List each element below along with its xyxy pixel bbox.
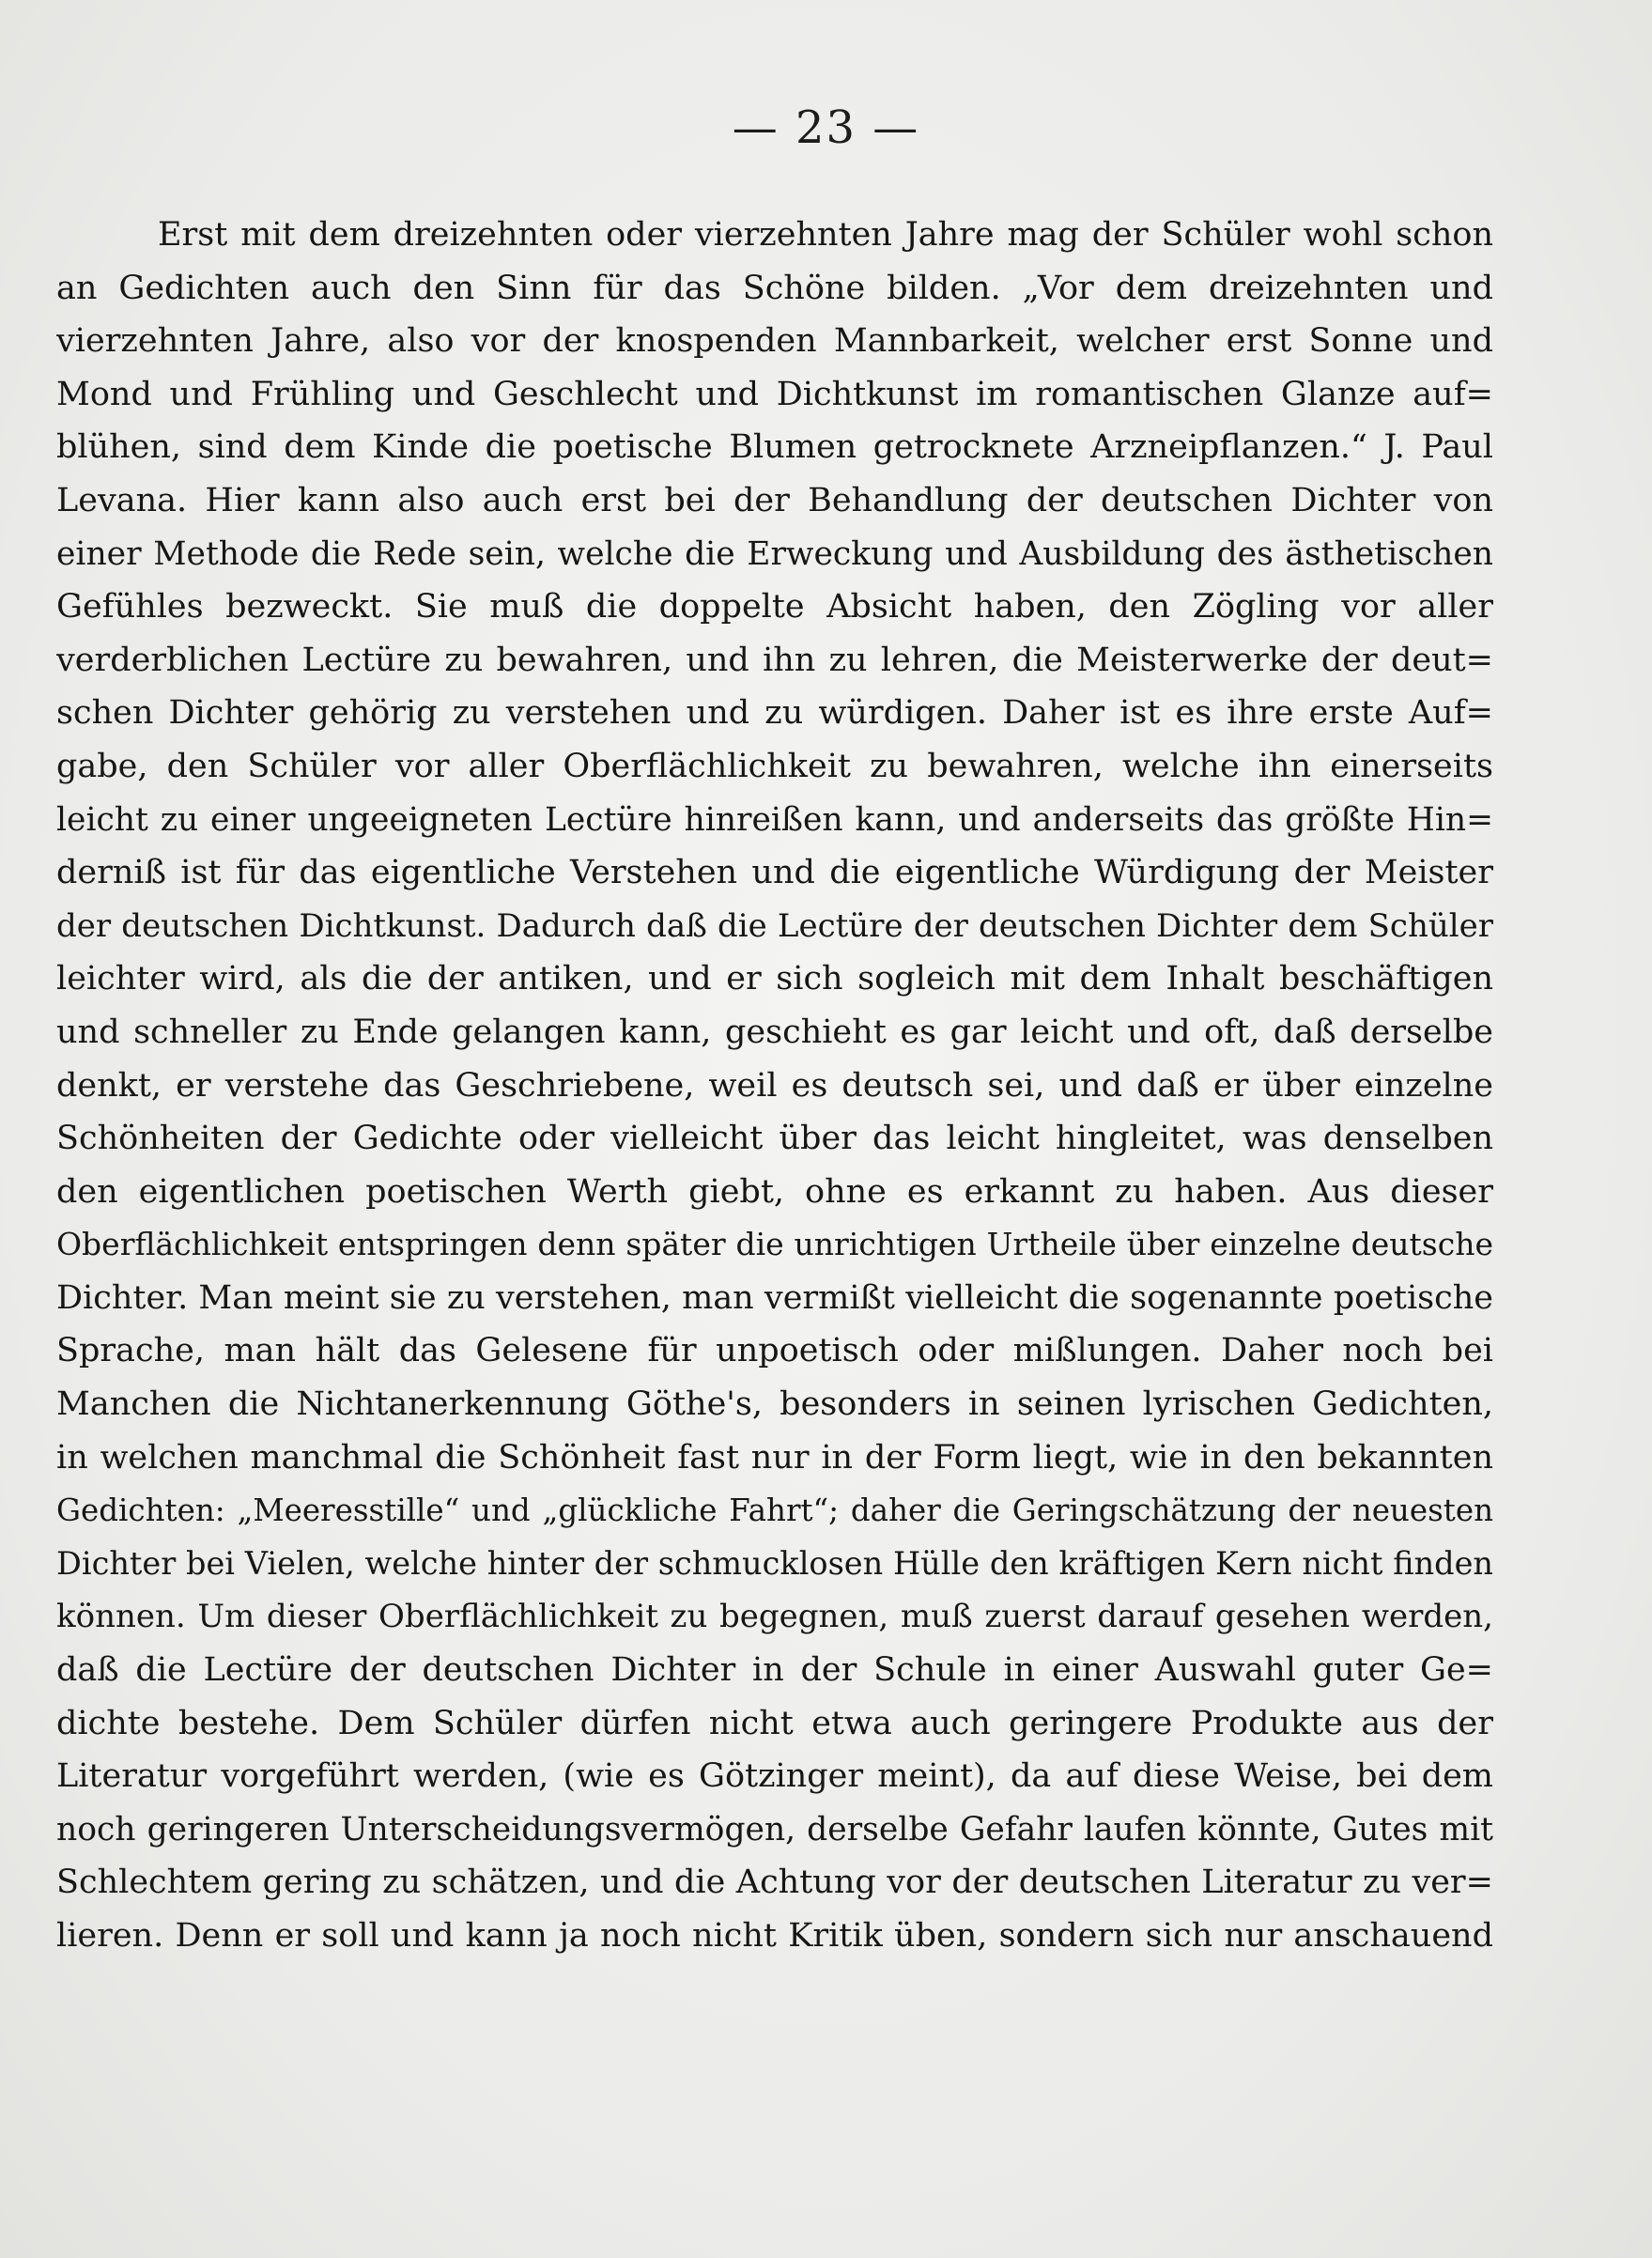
text-line: leicht zu einer ungeeigneten Lectüre hinreißen kann, und anderseits das größte Hin= [56,800,1493,839]
text-line: Sprache, man hält das Gelesene für unpoetisch oder mißlungen. Daher noch bei [56,1332,1493,1370]
text-line: Manchen die Nichtanerkennung Göthe's, besonders in seinen lyrischen Gedichten, [56,1385,1493,1424]
text-line: leichter wird, als die der antiken, und er sich sogleich mit dem Inhalt beschäftigen [56,960,1493,998]
text-line: Gedichten: „Meeresstille“ und „glückliche Fahrt“; daher die Geringschätzung der neuesten [56,1492,1493,1529]
text-line: Gefühles bezweckt. Sie muß die doppelte Absicht haben, den Zögling vor aller [56,588,1493,626]
text-line: an Gedichten auch den Sinn für das Schöne bilden. „Vor dem dreizehnten und [56,269,1493,307]
text-line: gabe, den Schüler vor aller Oberflächlichkeit zu bewahren, welche ihn einerseits [56,747,1493,785]
text-line: Schlechtem gering zu schätzen, und die Achtung vor der deutschen Literatur zu ver= [56,1864,1493,1902]
text-line: in welchen manchmal die Schönheit fast nur in der Form liegt, wie in den bekannten [56,1438,1493,1477]
text-line: Mond und Frühling und Geschlecht und Dichtkunst im romantischen Glanze auf= [56,375,1493,413]
text-line: Levana. Hier kann also auch erst bei der Behandlung der deutschen Dichter von [56,481,1493,519]
text-line: den eigentlichen poetischen Werth giebt, ohne es erkannt zu haben. Aus dieser [56,1172,1493,1211]
text-line: einer Methode die Rede sein, welche die Erweckung und Ausbildung des ästhetischen [56,534,1493,573]
text-line: derniß ist für das eigentliche Verstehen und die eigentliche Würdigung der Meister [56,854,1493,892]
text-line: dichte bestehe. Dem Schüler dürfen nicht etwa auch geringere Produkte aus der [56,1704,1493,1742]
text-line: blühen, sind dem Kinde die poetische Blumen getrocknete Arzneipflanzen.“ J. Paul [56,428,1493,467]
text-line: schen Dichter gehörig zu verstehen und zu würdigen. Daher ist es ihre erste Auf= [56,694,1493,733]
text-line: noch geringeren Unterscheidungsvermögen, derselbe Gefahr laufen könnte, Gutes mit [56,1810,1493,1848]
text-line: daß die Lectüre der deutschen Dichter in der Schule in einer Auswahl guter Ge= [56,1651,1493,1690]
text-line: der deutschen Dichtkunst. Dadurch daß die Lectüre der deutschen Dichter dem Schüler [56,906,1493,945]
text-line: lieren. Denn er soll und kann ja noch nicht Kritik üben, sondern sich nur anschauend [56,1917,1493,1955]
text-line: Dichter. Man meint sie zu verstehen, man vermißt vielleicht die sogenannte poetische [56,1278,1493,1317]
text-line: können. Um dieser Oberflächlichkeit zu begegnen, muß zuerst darauf gesehen werden, [56,1598,1493,1636]
text-line: Erst mit dem dreizehnten oder vierzehnten Jahre mag der Schüler wohl schon [158,216,1493,254]
text-line: Schönheiten der Gedichte oder vielleicht über das leicht hingleitet, was denselben [56,1120,1493,1158]
text-line: Literatur vorgeführt werden, (wie es Götzinger meint), da auf diese Weise, bei dem [56,1757,1493,1796]
body-text [56,209,1493,1963]
text-line: Dichter bei Vielen, welche hinter der schmucklosen Hülle den kräftigen Kern nicht finden [56,1544,1493,1582]
text-line: Oberflächlichkeit entspringen denn später die unrichtigen Urtheile über einzelne deutsche [56,1226,1493,1263]
text-line: vierzehnten Jahre, also vor der knospenden Mannbarkeit, welcher erst Sonne und [56,322,1493,361]
text-line: und schneller zu Ende gelangen kann, geschieht es gar leicht und oft, daß derselbe [56,1013,1493,1051]
text-line: verderblichen Lectüre zu bewahren, und ihn zu lehren, die Meisterwerke der deut= [56,641,1493,679]
text-line: denkt, er verstehe das Geschriebene, weil es deutsch sei, und daß er über einzelne [56,1066,1493,1105]
page-number: — 23 — [732,101,920,154]
